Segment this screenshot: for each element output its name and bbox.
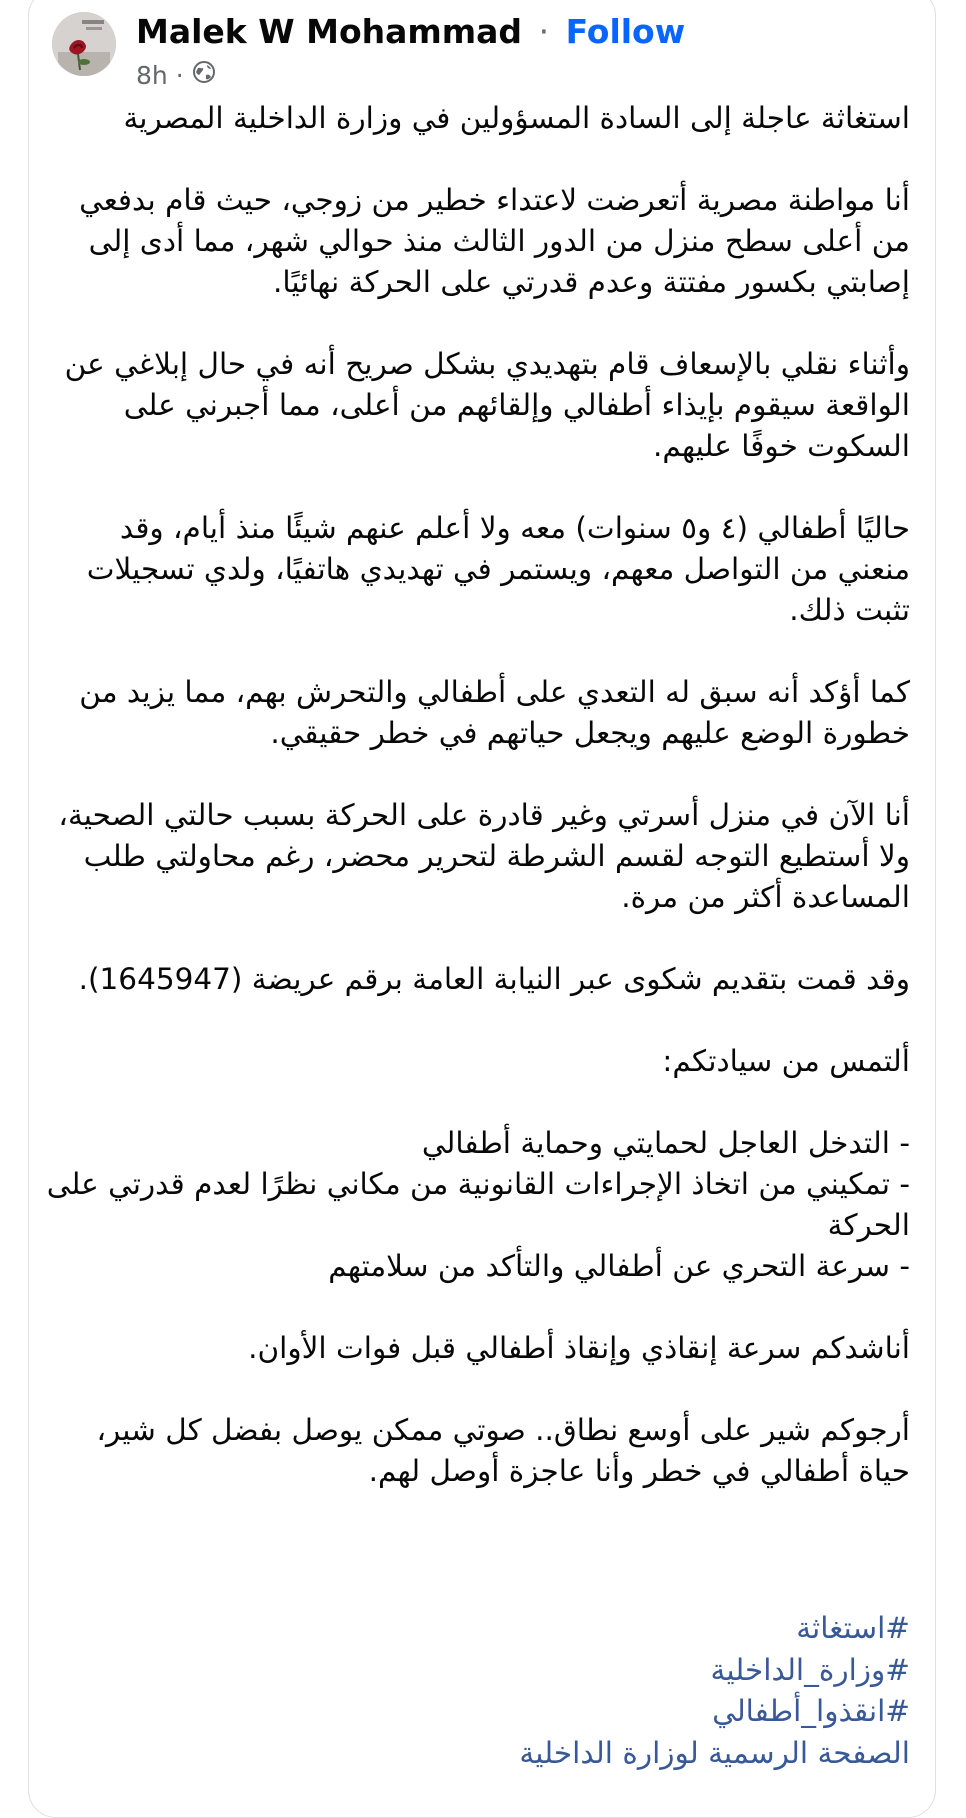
follow-button[interactable]: Follow: [565, 12, 686, 51]
request-item: - سرعة التحري عن أطفالي والتأكد من سلامتهم: [328, 1249, 910, 1283]
author-name[interactable]: Malek W Mohammad: [136, 12, 523, 51]
post-closing: أرجوكم شير على أوسع نطاق.. صوتي ممكن يوصل بفضل كل شير، حياة أطفالي في خطر وأنا عاجزة أوصل لهم.: [96, 1413, 910, 1488]
globe-icon: [192, 60, 216, 91]
post-time[interactable]: 8h: [136, 60, 168, 90]
post-paragraph: كما أؤكد أنه سبق له التعدي على أطفالي والتحرش بهم، مما يزيد من خطورة الوضع عليهم ويجعل حياتهم في خطر حقيقي.: [79, 675, 910, 750]
post-paragraph: ألتمس من سيادتكم:: [662, 1044, 910, 1078]
hashtag-link[interactable]: #استغاثة: [796, 1611, 910, 1645]
avatar-image: [52, 12, 116, 76]
post-paragraph: وقد قمت بتقديم شكوى عبر النيابة العامة برقم عريضة (1645947).: [78, 962, 910, 996]
request-item: - تمكيني من اتخاذ الإجراءات القانونية من مكاني نظرًا لعدم قدرتي على الحركة: [46, 1167, 910, 1242]
page-mention-link[interactable]: الصفحة الرسمية لوزارة الداخلية: [519, 1735, 910, 1770]
avatar[interactable]: [52, 12, 116, 76]
post-paragraph: أنا مواطنة مصرية أتعرضت لاعتداء خطير من زوجي، حيث قام بدفعي من أعلى سطح منزل من الدور الثالث منذ حوالي شهر، مما أدى إلى إصابتي بكسور مفتتة وعدم قدرتي على الحركة نهائيًا.: [79, 183, 910, 299]
post-paragraph: وأثناء نقلي بالإسعاف قام بتهديدي بشكل صريح أنه في حال إبلاغي عن الواقعة سيقوم بإيذاء أطفالي وإلقائهم من أعلى، مما أجبرني على السكوت خوفًا عليهم.: [64, 347, 910, 463]
post-paragraph: حاليًا أطفالي (٤ و٥ سنوات) معه ولا أعلم عنهم شيئًا منذ أيام، وقد منعني من التواصل معهم، ويستمر في تهديدي هاتفيًا، ولدي تسجيلات تثبت ذلك.: [86, 511, 910, 627]
post-meta: [136, 60, 216, 91]
author-line: [136, 12, 685, 52]
post-header: [52, 12, 912, 90]
hashtag-list: [46, 1608, 910, 1774]
post-body: [46, 98, 910, 1533]
separator-dot: ·: [538, 12, 550, 51]
post-heading: استغاثة عاجلة إلى السادة المسؤولين في وزارة الداخلية المصرية: [123, 101, 910, 135]
meta-separator: ·: [175, 60, 184, 90]
hashtag-link[interactable]: #وزارة_الداخلية: [710, 1652, 910, 1687]
post-closing: أناشدكم سرعة إنقاذي وإنقاذ أطفالي قبل فوات الأوان.: [248, 1331, 910, 1365]
hashtag-link[interactable]: #انقذوا_أطفالي: [712, 1694, 910, 1728]
request-item: - التدخل العاجل لحمايتي وحماية أطفالي: [421, 1126, 910, 1160]
request-list: [46, 1123, 910, 1287]
post-paragraph: أنا الآن في منزل أسرتي وغير قادرة على الحركة بسبب حالتي الصحية، ولا أستطيع التوجه لقسم الشرطة لتحرير محضر، رغم محاولتي طلب المساعدة أكثر من مرة.: [58, 798, 910, 914]
